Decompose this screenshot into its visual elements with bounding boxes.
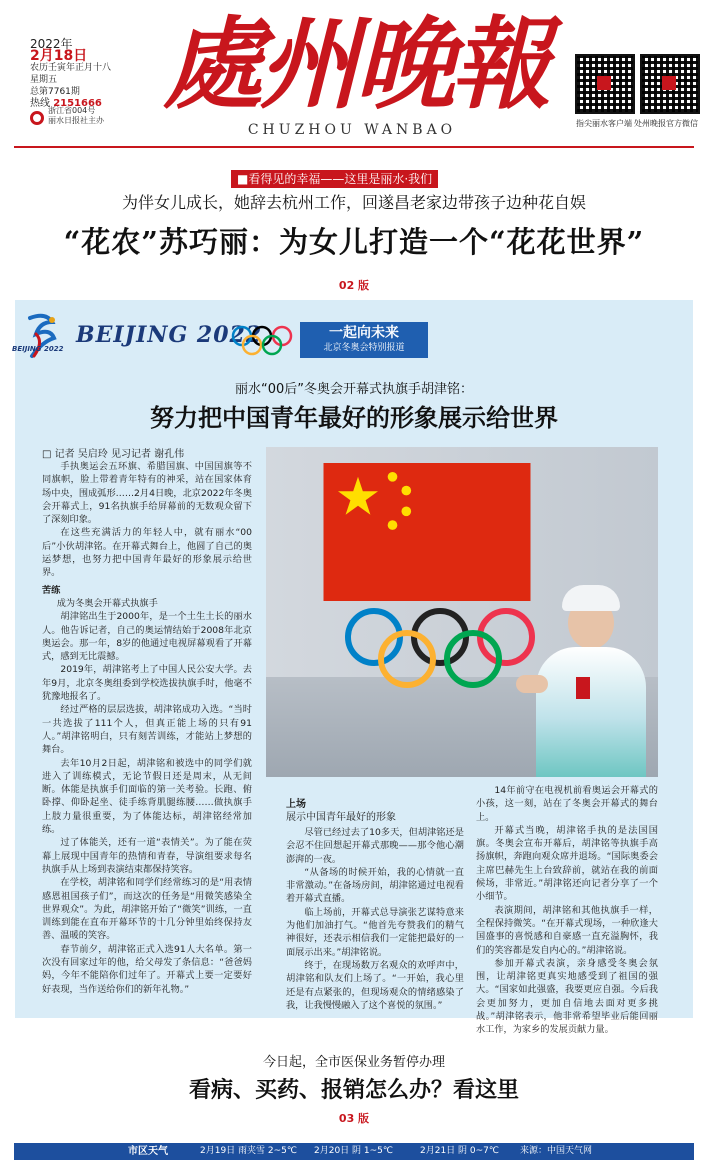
column-name: 北京冬奥会特别报道 [323,343,405,353]
paragraph: 在这些充满活力的年轻人中，就有丽水“00后”小伙胡津铭。在开幕式舞台上，他圆了自己的奥运梦想，也努力把中国青年最好的形象展示给世界。 [42,527,252,579]
story1-headline[interactable]: “花农”苏巧丽：为女儿打造一个“花花世界” [63,225,645,259]
weather-day-3: 2月21日 阴 0~7℃ [420,1146,500,1156]
olympic-rings-icon [340,607,540,687]
newspaper-title-en: CHUZHOU WANBAO [247,122,457,138]
qr-label-wechat: 处州晚报官方微信 [634,119,698,128]
publisher: 丽水日报社主办 [48,116,104,125]
hotline-number: 2151666 [53,98,102,109]
publisher-info [48,106,104,126]
beijing-2022-small-wordmark: BEIJING 2022 [12,345,64,353]
newspaper-logo-icon [30,111,44,125]
paragraph: 在学校，胡津铭和同学们经常练习的是“用表情感恩祖国孩子们”，而这次的任务是“用微笑感染全世界观众”。为此，胡津铭开始了“微笑”训练，一直训练到能在直布开幕环节的十几分钟里始终保持友善、温暖的笑容。 [42,877,252,942]
weather-label: 市区天气 [128,1146,168,1157]
beijing-2022-emblem-icon [22,312,62,368]
byline: □ 记者 吴启玲 见习记者 谢孔伟 [42,449,185,460]
issue-date: 2月18日 [30,48,88,64]
qr-label-app: 指尖丽水客户端 [576,119,632,128]
paragraph: 尽管已经过去了10多天，但胡津铭还是会忍不住回想起开幕式那晚——那令他心潮澎湃的一夜。 [286,827,464,865]
paragraph: 参加开幕式表演，亲身感受冬奥会氛围，让胡津铭更真实地感受到了祖国的强大。“国家如此强盛，我要更应自强。今后我会更加努力，更加自信地去面对更多挑战。”胡津铭表示，他非常希望毕业后能回丽水工作，为家乡的发展贡献力量。 [476,957,658,1036]
qr-code-icon [640,54,700,114]
weather-day-1: 2月19日 雨夹雪 2~5℃ [200,1146,298,1156]
credential-badge [576,677,590,699]
license-number: 浙江省004号 [48,106,96,115]
story2-headline: 努力把中国青年最好的形象展示给世界 [150,403,558,432]
paragraph: 开幕式当晚，胡津铭手执的是法国国旗。冬奥会宣布开幕后，胡津铭等执旗手高扬旗帜，奔跑向观众席并退场。“国际奥委会主席巴赫先生上台致辞前，就站在我的前面候场，非常近。”胡津铭还向记者分享了一个小细节。 [476,824,658,903]
paragraph: “从备场的时候开始，我的心情就一直非常激动。”在备场房间，胡津铭通过电视看着开幕式直播。 [286,866,464,905]
weather-bar [14,1143,694,1160]
story2-subhead: 丽水“00后”冬奥会开幕式执旗手胡津铭： [234,382,473,397]
section-heading: 成为冬奥会开幕式执旗手 [56,597,158,609]
story3-headline[interactable]: 看病、买药、报销怎么办？看这里 [188,1077,519,1103]
issue-number: 总第7761期 [30,87,80,97]
story2-column-3 [476,784,658,1036]
weather-day-2: 2月20日 阴 1~5℃ [314,1146,394,1156]
paragraph: 去年10月2日起，胡津铭和被选中的同学们就进入了训练模式，无论节假日还是周末，从无间断。体能是执旗手们面临的第一关考验。长跑、俯卧撑、仰卧起坐、徒手练背肌腿练腰……做执旗手上肢力量很重要，为了体能达标，胡津铭经常加练。 [42,757,252,836]
story3-page-ref[interactable]: 03 版 [338,1112,370,1125]
paragraph: 临上场前，开幕式总导演张艺谋特意来为他们加油打气。“他首先夸赞我们的精气神很好，还表示相信我们一定能把最好的一面展示出来。”胡津铭说。 [286,906,464,958]
weekday: 星期五 [30,75,58,85]
paragraph: 胡津铭出生于2000年，是一个土生土长的丽水人。他告诉记者，自己的奥运情结始于2008年北京奥运会。那一年，8岁的他通过电视屏幕观看了开幕式，感到无比震撼。 [42,611,252,663]
section-subheading: 展示中国青年最好的形象 [286,812,396,823]
china-flag-icon [322,463,532,601]
paragraph: 春节前夕，胡津铭正式入选91人大名单。第一次没有回家过年的他，给父母发了条信息：“爸爸妈妈，今年不能陪你们过年了。开幕式上要一定要好好表现，当作送给你们的新年礼物。” [42,943,252,995]
paragraph: 表演期间，胡津铭和其他执旗手一样，全程保持微笑。“在开幕式现场，一种欣逢大国盛事的喜悦感和自豪感一直充溢胸怀，我们的笑容都是发自内心的。”胡津铭说。 [476,904,658,956]
hotline-label: 热线 [30,98,50,109]
thumbs-up-hand [516,675,548,693]
story2-column-1 [42,460,252,1012]
issue-year: 2022年 [30,37,73,51]
paragraph: 2019年，胡津铭考上了中国人民公安大学。去年9月，北京冬奥组委到学校选拔执旗手时，他毫不犹豫地报名了。 [42,664,252,703]
flag-bearer-photo [266,447,658,777]
person-cap [562,585,620,611]
paragraph: 手执奥运会五环旗、希腊国旗、中国国旗等不同旗帜，脸上带着青年特有的神采，站在国家体育场中央，围成弧形……2月4日晚，北京2022年冬奥会开幕式上，91名执旗手给屏幕前的无数观众留下了深刻印象。 [42,461,252,526]
slogan: 一起向未来 [329,325,399,341]
beijing-2022-wordmark: BEIJING 2022 [76,322,263,348]
lunar-date: 农历壬寅年正月十八 [30,63,112,73]
paragraph: 终于，在现场数万名观众的欢呼声中，胡津铭和队友们上场了。“一开始，我心里还是有点紧张的，但现场观众的情绪感染了我，让我慢慢融入了这个喜悦的氛围。” [286,959,464,1011]
story1-page-ref[interactable]: 02 版 [338,279,370,292]
section-heading: 上场 [286,799,306,810]
masthead-divider [14,146,694,148]
olympics-column-banner [300,322,428,358]
column-tag: ■看得见的幸福——这里是丽水·我们 [231,170,438,188]
paragraph: 14年前守在电视机前看奥运会开幕式的小孩，这一刻，站在了冬奥会开幕式的舞台上。 [476,785,658,823]
person-jacket [536,647,646,777]
story2-column-2 [286,826,464,1011]
section-heading: 苦练 [42,584,61,596]
story1-subhead: 为伴女儿成长，她辞去杭州工作，回遂昌老家边带孩子边种花自娱 [121,193,586,212]
story3-subhead: 今日起，全市医保业务暂停办理 [262,1055,445,1070]
issue-info [30,38,150,110]
weather-source: 来源：中国天气网 [520,1146,593,1156]
newspaper-title: 處州晚報 [163,5,547,123]
paragraph: 经过严格的层层选拔，胡津铭成功入选。“当时一共选拔了111个人，但真正能上场的只有91人。”胡津铭明白，只有刻苦训练，才能站上梦想的舞台。 [42,704,252,756]
paragraph: 过了体能关，还有一道“表情关”。为了能在荧幕上展现中国青年的热情和青春，导演组要求每名执旗手从上场到表演结束都保持笑容。 [42,837,252,875]
qr-code-icon [575,54,635,114]
